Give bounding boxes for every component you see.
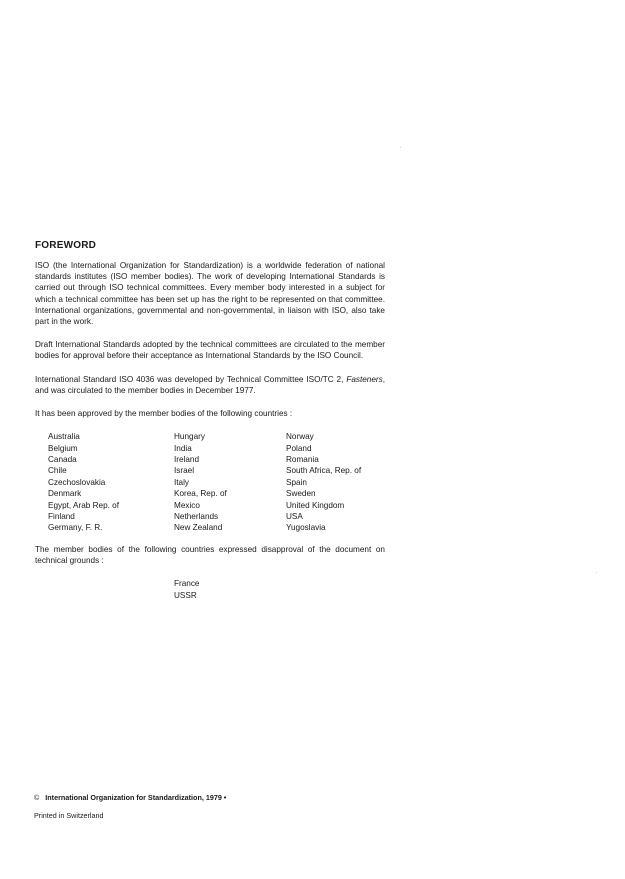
country-item: USA: [286, 512, 303, 522]
development-paragraph: [35, 374, 385, 396]
country-item: Norway: [286, 432, 314, 442]
disapproval-intro: The member bodies of the following countries expressed disapproval of the document on technical grounds :: [35, 544, 385, 566]
country-item: Italy: [174, 477, 190, 487]
country-item: India: [174, 443, 192, 453]
development-text-end: , and was circulated to the member bodies in December 1977.: [35, 374, 385, 395]
country-item: Finland: [48, 512, 75, 522]
country-item: Korea, Rep. of: [174, 489, 227, 499]
country-item: Poland: [286, 443, 312, 453]
country-item: Canada: [48, 455, 77, 465]
draft-standards-paragraph: Draft International Standards adopted by the technical committees are circulated to the member bodies for approval before their acceptance as International Standards by the ISO Council.: [35, 340, 385, 361]
country-item: Germany, F. R.: [48, 523, 103, 533]
country-item: Netherlands: [174, 512, 219, 522]
development-text-start: International Standard ISO 4036 was developed by Technical Committee ISO/TC 2,: [35, 374, 347, 384]
copyright-symbol: ©: [34, 793, 40, 802]
scan-speck: [596, 572, 597, 573]
country-column-1: [48, 431, 174, 534]
country-item: France: [174, 579, 200, 589]
printed-location: Printed in Switzerland: [34, 811, 104, 820]
country-item: USSR: [174, 590, 197, 600]
country-item: Denmark: [48, 489, 82, 499]
foreword-heading: FOREWORD: [35, 240, 97, 251]
country-item: Mexico: [174, 500, 200, 510]
country-item: Israel: [174, 466, 195, 476]
committee-name: Fasteners: [346, 374, 383, 384]
country-item: New Zealand: [174, 523, 223, 533]
country-item: Spain: [286, 477, 307, 487]
country-item: Belgium: [48, 443, 78, 453]
country-item: South Africa, Rep. of: [286, 466, 362, 476]
country-item: Egypt, Arab Rep. of: [48, 500, 120, 510]
approval-intro: It has been approved by the member bodies of the following countries :: [35, 409, 293, 419]
country-item: Czechoslovakia: [48, 477, 106, 487]
country-column-3: [286, 431, 398, 534]
country-column-2: [174, 431, 286, 534]
scan-speck: [400, 147, 401, 148]
country-item: Ireland: [174, 455, 200, 465]
iso-description-paragraph: ISO (the International Organization for Standardization) is a worldwide federation of national standards institutes (ISO member bodies). The work of developing International Standards is carried out through ISO technical committees. Every member body interested in a subject for which a technical committee has been set up has the right to be represented on that committee. International organizations, governmental and non-governmental, in liaison with ISO, also take part in the work.: [35, 261, 385, 327]
country-item: Chile: [48, 466, 67, 476]
copyright-notice: [34, 793, 226, 802]
country-item: Hungary: [174, 432, 205, 442]
approval-country-list: [48, 431, 385, 534]
country-item: Australia: [48, 432, 80, 442]
copyright-text: International Organization for Standardization, 1979 •: [45, 793, 227, 802]
country-item: Yugoslavia: [286, 523, 326, 533]
country-item: United Kingdom: [286, 500, 345, 510]
country-item: Romania: [286, 455, 319, 465]
country-item: Sweden: [286, 489, 316, 499]
disapproval-country-list: [174, 578, 385, 601]
foreword-section: [35, 240, 385, 601]
